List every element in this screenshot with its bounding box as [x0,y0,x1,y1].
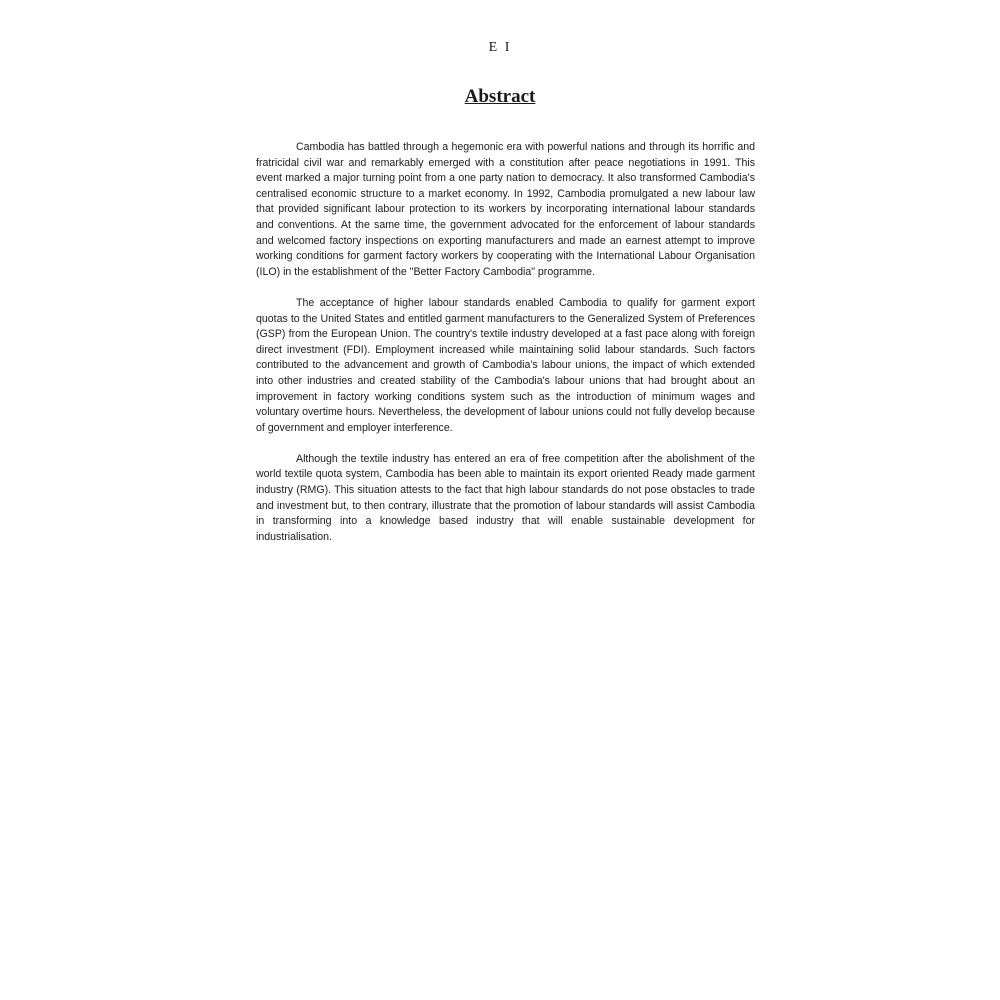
abstract-paragraph-3: Although the textile industry has entered an era of free competition after the abolishment of the world textile quota system, Cambodia has been able to maintain its export oriented Ready made garment industry (RMG). This situation attests to the fact that high labour standards do not pose obstacles to trade and investment but, to then contrary, illustrate that the promotion of labour standards will assist Cambodia in transforming into a knowledge based industry that will enable sustainable development for industrialisation. [256,452,755,543]
page-number: E I [488,40,512,55]
abstract-paragraph-1: Cambodia has battled through a hegemonic era with powerful nations and through its horrific and fratricidal civil war and remarkably emerged with a constitution after peace negotiations in 1991. This event marked a major turning point from a one party nation to democracy. It also transformed Cambodia's centralised economic structure to a market economy. In 1992, Cambodia promulgated a new labour law that provided significant labour protection to its workers by incorporating international labour standards and conventions. At the same time, the government advocated for the enforcement of labour standards and welcomed factory inspections on exporting manufacturers and made an earnest attempt to improve working conditions for garment factory workers by cooperating with the International Labour Organisation (ILO) in the establishment of the "Better Factory Cambodia" programme. [256,141,755,278]
abstract-body [256,140,755,561]
page-title: Abstract [464,86,536,107]
abstract-paragraph-2: The acceptance of higher labour standards enabled Cambodia to qualify for garment export quotas to the United States and entitled garment manufacturers to the Generalized System of Preferences (GSP) from the European Union. The country's textile industry developed at a fast pace along with foreign direct investment (FDI). Employment increased while maintaining solid labour standards. Such factors contributed to the advancement and growth of Cambodia's labour unions, the impact of which extended into other industries and created stability of the Cambodia's labour unions that had brought about an improvement in factory working conditions system such as the introduction of minimum wages and voluntary overtime hours. Nevertheless, the development of labour unions could not fully develop because of government and employer interference. [256,296,755,434]
